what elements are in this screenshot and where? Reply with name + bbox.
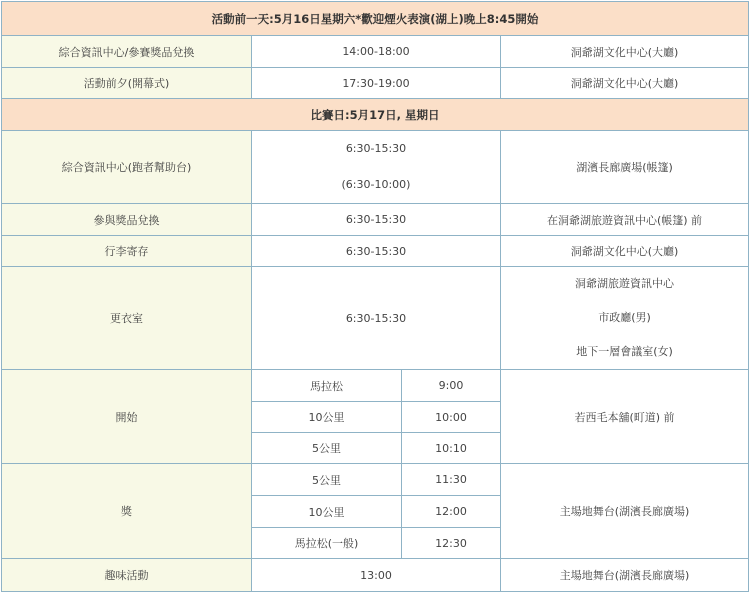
time-cell (252, 131, 501, 204)
race-time: 9:00 (402, 370, 501, 402)
table-row (2, 267, 749, 370)
table-row (2, 68, 749, 99)
place-cell: 若西毛本舖(町道) 前 (501, 370, 749, 464)
race-time: 12:00 (402, 496, 501, 528)
table-row (2, 236, 749, 267)
item-label: 趣味活動 (2, 559, 252, 592)
race-name: 馬拉松 (252, 370, 402, 402)
table-row (2, 36, 749, 68)
time-cell: 17:30-19:00 (252, 68, 501, 99)
time-cell: 6:30-15:30 (252, 204, 501, 236)
item-label: 綜合資訊中心(跑者幫助台) (2, 131, 252, 204)
race-name: 10公里 (252, 402, 402, 433)
day-before-header: 活動前一天:5月16日星期六*歡迎煙火表演(湖上)晚上8:45開始 (2, 2, 749, 36)
place-cell: 湖濱長廊廣場(帳篷) (501, 131, 749, 204)
place-cell (501, 267, 749, 370)
place-cell: 洞爺湖文化中心(大廳) (501, 36, 749, 68)
race-time: 11:30 (402, 464, 501, 496)
item-label: 活動前夕(開幕式) (2, 68, 252, 99)
item-label: 行李寄存 (2, 236, 252, 267)
time-cell: 6:30-15:30 (252, 236, 501, 267)
item-label: 獎 (2, 464, 252, 559)
time-note: (6:30-10:00) (341, 178, 411, 191)
item-label: 更衣室 (2, 267, 252, 370)
race-day-header: 比賽日:5月17日, 星期日 (2, 99, 749, 131)
time: 6:30-15:30 (345, 142, 407, 155)
item-label: 參與獎品兌換 (2, 204, 252, 236)
place-cell: 主場地舞台(湖濱長廊廣場) (501, 559, 749, 592)
table-row (2, 131, 749, 204)
place-line: 洞爺湖旅遊資訊中心 (575, 277, 675, 290)
place-cell: 在洞爺湖旅遊資訊中心(帳篷) 前 (501, 204, 749, 236)
race-name: 10公里 (252, 496, 402, 528)
time-cell: 6:30-15:30 (252, 267, 501, 370)
place-line: 地下一層會議室(女) (576, 345, 673, 358)
race-time: 10:10 (402, 433, 501, 464)
race-name: 馬拉松(一般) (252, 528, 402, 559)
schedule-table (1, 1, 749, 592)
race-name: 5公里 (252, 433, 402, 464)
time-cell: 14:00-18:00 (252, 36, 501, 68)
place-cell: 洞爺湖文化中心(大廳) (501, 68, 749, 99)
race-time: 10:00 (402, 402, 501, 433)
place-cell: 洞爺湖文化中心(大廳) (501, 236, 749, 267)
item-label: 綜合資訊中心/參賽獎品兌換 (2, 36, 252, 68)
place-cell: 主場地舞台(湖濱長廊廣場) (501, 464, 749, 559)
table-row (2, 559, 749, 592)
table-row (2, 204, 749, 236)
race-name: 5公里 (252, 464, 402, 496)
table-row (2, 370, 749, 402)
table-row (2, 464, 749, 496)
time-cell: 13:00 (252, 559, 501, 592)
item-label: 開始 (2, 370, 252, 464)
place-line: 市政廳(男) (598, 311, 651, 324)
race-time: 12:30 (402, 528, 501, 559)
